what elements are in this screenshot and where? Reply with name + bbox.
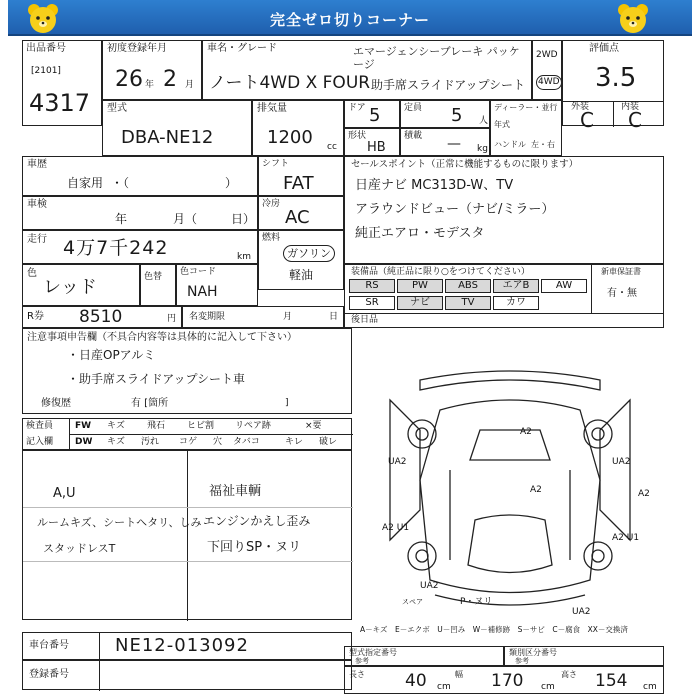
bear-mascot-icon xyxy=(616,2,650,34)
length-value: 40 xyxy=(405,671,427,691)
model-value: DBA-NE12 xyxy=(121,127,214,148)
inspection-label: 車検 xyxy=(27,199,47,210)
sales-line-3: 純正エアロ・モデスタ xyxy=(355,226,485,241)
damage-mark: UA2 xyxy=(420,581,439,591)
check-repair: リペア跡 xyxy=(235,421,271,431)
check-dw: DW xyxy=(75,437,93,447)
model-label: 型式 xyxy=(107,103,127,114)
damage-legend: A－キズ E－エクボ U－凹み W－補修跡 S－サビ C－腐食 XX－交換済 xyxy=(360,625,628,634)
shift-value: FAT xyxy=(283,173,314,194)
person-unit: 人 xyxy=(479,116,489,126)
width-unit: cm xyxy=(541,682,555,692)
damage-mark: A2 xyxy=(520,427,532,437)
capacity-label: 定員 xyxy=(404,103,423,113)
sales-line-1: 日産ナビ MC313D-W、TV xyxy=(355,178,514,193)
displacement-box xyxy=(252,100,344,156)
remark-a2: ルームキズ、シートヘタリ、しみ xyxy=(37,516,202,529)
registration-label: 初度登録年月 xyxy=(107,43,167,54)
frame-number: NE12-013092 xyxy=(115,635,249,656)
color-code-box xyxy=(176,264,258,306)
color-box xyxy=(22,264,140,306)
check-stain: 汚れ xyxy=(141,437,160,447)
repair-history-label: 修復歴 xyxy=(41,398,71,409)
damage-mark: A2 xyxy=(638,489,650,499)
car-damage-diagram xyxy=(360,360,660,622)
remarks-box xyxy=(22,450,352,620)
inspector-check-box xyxy=(22,418,352,450)
year-label: 年式 xyxy=(494,120,510,129)
banner-title: 完全ゼロ切りコーナー xyxy=(269,11,430,29)
vehicle-name-box xyxy=(202,40,532,100)
kg-unit: kg xyxy=(477,144,488,154)
remark-b1: 福祉車輌 xyxy=(209,484,262,499)
frame-number-box xyxy=(22,632,352,660)
body-label: 形状 xyxy=(348,131,367,141)
notes-line-2: ・助手席スライドアップシート車 xyxy=(67,372,245,386)
sales-line-2: アラウンドビュー（ナビ/ミラー） xyxy=(355,202,555,217)
damage-mark: UA2 xyxy=(388,457,407,467)
registration-number-label: 登録番号 xyxy=(29,669,69,680)
displacement-value: 1200 xyxy=(267,127,313,148)
interior-label: 内装 xyxy=(621,102,640,112)
check-cut: キレ xyxy=(285,437,303,447)
check-chip: 飛石 xyxy=(147,421,166,431)
remark-a1: A,U xyxy=(53,486,76,501)
damage-mark: UA2 xyxy=(572,607,591,617)
exterior-label: 外装 xyxy=(571,102,590,112)
vehicle-seat: 助手席スライドアップシート xyxy=(371,78,525,92)
vehicle-label: 車名・グレード xyxy=(207,43,277,54)
height-value: 154 xyxy=(595,671,628,691)
equip-airbag: エアB xyxy=(493,279,539,293)
check-needed: ×要 xyxy=(305,421,322,431)
body-box xyxy=(344,128,400,156)
damage-mark: A2 U1 xyxy=(382,523,410,533)
grade-value: 3.5 xyxy=(595,63,637,93)
registration-month: 2 xyxy=(163,67,177,92)
body-value: HB xyxy=(367,140,386,155)
lot-code: [2101] xyxy=(31,66,61,76)
inspection-month-unit: 月（ xyxy=(173,212,198,226)
vehicle-package: エマージェンシーブレーキ パッケージ xyxy=(353,45,520,71)
color-value: レッド xyxy=(43,277,97,298)
remark-b3: 下回りSP・ヌリ xyxy=(207,540,302,555)
inspection-year-unit: 年 xyxy=(115,212,128,226)
equip-aw: AW xyxy=(541,279,587,293)
exterior-grade: C xyxy=(580,108,594,132)
registration-number-box xyxy=(22,660,352,690)
warranty-label: 新車保証書 xyxy=(601,267,641,276)
usage-value: 自家用 xyxy=(67,176,104,190)
tone-box xyxy=(140,264,176,306)
check-crack: ヒビ割 xyxy=(187,421,215,431)
ac-box xyxy=(258,196,344,230)
displacement-label: 排気量 xyxy=(257,103,287,114)
ref-label: 参考 xyxy=(355,657,369,665)
capacity-box xyxy=(400,100,490,128)
registration-box xyxy=(102,40,202,100)
check-scratch: キズ xyxy=(107,421,125,431)
ac-value: AC xyxy=(285,207,310,228)
rear-items-label: 後日品 xyxy=(351,315,379,325)
equip-sr: SR xyxy=(349,296,395,310)
height-unit: cm xyxy=(643,682,657,692)
damage-mark: UA2 xyxy=(612,457,631,467)
yen-unit: 円 xyxy=(167,314,177,324)
capacity-value: 5 xyxy=(451,105,463,126)
month-unit: 月 xyxy=(185,80,195,90)
tone-label: 色替 xyxy=(144,272,163,282)
handle-options: 左・右 xyxy=(531,140,555,149)
interior-grade: C xyxy=(628,108,642,132)
notes-box: 注意事項申告欄（不具合内容等は具体的に記入して下さい） ・日産OPアルミ ・助手席スライドアップシート車 修復歴 有 [箇所 ] xyxy=(22,328,352,414)
grade-box xyxy=(562,40,664,126)
model-designation-label: 型式指定番号 xyxy=(349,648,397,657)
length-label: 長さ xyxy=(349,670,365,679)
check-scratch-2: キズ xyxy=(107,437,125,447)
ac-label: 冷房 xyxy=(262,199,281,209)
mileage-box xyxy=(22,230,258,264)
inspector-label-2: 記入欄 xyxy=(26,437,54,447)
mileage-value: 4万7千242 xyxy=(63,237,169,259)
fuel-box xyxy=(258,230,344,290)
damage-mark: P・ヌリ xyxy=(460,597,493,607)
lot-box xyxy=(22,40,102,126)
dimensions-box xyxy=(344,666,664,694)
width-label: 幅 xyxy=(455,670,463,679)
name-change-label: 名変期限 xyxy=(189,312,226,322)
grade-label: 評価点 xyxy=(589,43,619,54)
vehicle-name: ノート4WD X FOUR xyxy=(209,73,371,93)
inspection-box xyxy=(22,196,258,230)
recycle-label: R券 xyxy=(27,311,44,322)
doors-value: 5 xyxy=(369,105,381,126)
drive-4wd: 4WD xyxy=(536,75,562,90)
equip-navi: ナビ xyxy=(397,296,443,310)
frame-label: 車台番号 xyxy=(29,640,69,651)
doors-label: ドア xyxy=(348,103,366,113)
model-box xyxy=(102,100,252,156)
load-box xyxy=(400,128,490,156)
check-hole: 穴 xyxy=(213,437,223,447)
cc-unit: cc xyxy=(327,142,337,152)
load-value: — xyxy=(447,136,461,152)
length-unit: cm xyxy=(437,682,451,692)
usage-rest: ・（ ） xyxy=(111,176,238,190)
remark-b2: エンジンかえし歪み xyxy=(203,514,311,528)
equip-rs: RS xyxy=(349,279,395,293)
damage-mark: A2 U1 xyxy=(612,533,640,543)
km-unit: km xyxy=(237,252,251,262)
check-tobacco: タバコ xyxy=(233,437,260,447)
handle-label: ハンドル xyxy=(494,140,526,149)
lot-number: 4317 xyxy=(29,89,91,117)
remark-a3: スタッドレスT xyxy=(43,542,116,555)
drive-2wd: 2WD xyxy=(536,50,558,60)
warranty-value: 有・無 xyxy=(607,288,637,299)
class-number-label: 類別区分番号 xyxy=(509,648,557,657)
dealer-label: ディーラー・並行 xyxy=(494,103,558,112)
dealer-box xyxy=(490,100,562,156)
sales-points-box xyxy=(344,156,664,264)
shift-label: シフト xyxy=(262,159,290,169)
change-month-unit: 月 xyxy=(283,312,293,322)
damage-mark: A2 xyxy=(530,485,542,495)
usage-label: 車歴 xyxy=(27,159,47,170)
fuel-gasoline: ガソリン xyxy=(283,245,335,262)
name-change-box xyxy=(182,306,344,328)
inspector-label-1: 検査員 xyxy=(26,421,54,431)
drive-box xyxy=(532,40,562,100)
equip-leather: カワ xyxy=(493,296,539,310)
width-value: 170 xyxy=(491,671,524,691)
color-code-label: 色コード xyxy=(180,267,217,277)
notes-line-1: ・日産OPアルミ xyxy=(67,348,156,362)
recycle-box xyxy=(22,306,182,328)
equipment-box xyxy=(344,264,664,328)
check-burn: コゲ xyxy=(179,437,198,447)
check-fw: FW xyxy=(75,421,92,431)
lot-label: 出品番号 xyxy=(26,43,66,54)
color-label: 色 xyxy=(27,268,37,279)
inspection-day-unit: 日） xyxy=(231,212,256,226)
load-label: 積載 xyxy=(404,131,423,141)
fuel-label: 燃料 xyxy=(262,233,281,243)
fuel-diesel: 軽油 xyxy=(289,268,314,282)
shift-box xyxy=(258,156,344,196)
header-banner xyxy=(8,0,692,36)
doors-box xyxy=(344,100,400,128)
color-code: NAH xyxy=(187,284,218,300)
year-unit: 年 xyxy=(145,80,155,90)
notes-label: 注意事項申告欄（不具合内容等は具体的に記入して下さい） xyxy=(27,332,297,343)
spare-label: スペア xyxy=(402,598,423,606)
sales-label: セールスポイント（正常に機能するものに限ります） xyxy=(351,159,579,170)
equip-tv: TV xyxy=(445,296,491,310)
check-tear: 破レ xyxy=(319,437,338,447)
registration-year: 26 xyxy=(115,67,143,92)
model-designation-box xyxy=(344,646,504,666)
equip-abs: ABS xyxy=(445,279,491,293)
ref-label-2: 参考 xyxy=(515,657,529,665)
recycle-value: 8510 xyxy=(79,307,123,327)
repair-history-value: 有 [箇所 xyxy=(131,398,169,409)
usage-box xyxy=(22,156,258,196)
mileage-label: 走行 xyxy=(27,234,47,245)
change-day-unit: 日 xyxy=(329,312,339,322)
class-number-box xyxy=(504,646,664,666)
equipment-label: 装備品（純正品に限り○をつけてください） xyxy=(351,267,530,277)
equip-pw: PW xyxy=(397,279,443,293)
height-label: 高さ xyxy=(561,670,577,679)
